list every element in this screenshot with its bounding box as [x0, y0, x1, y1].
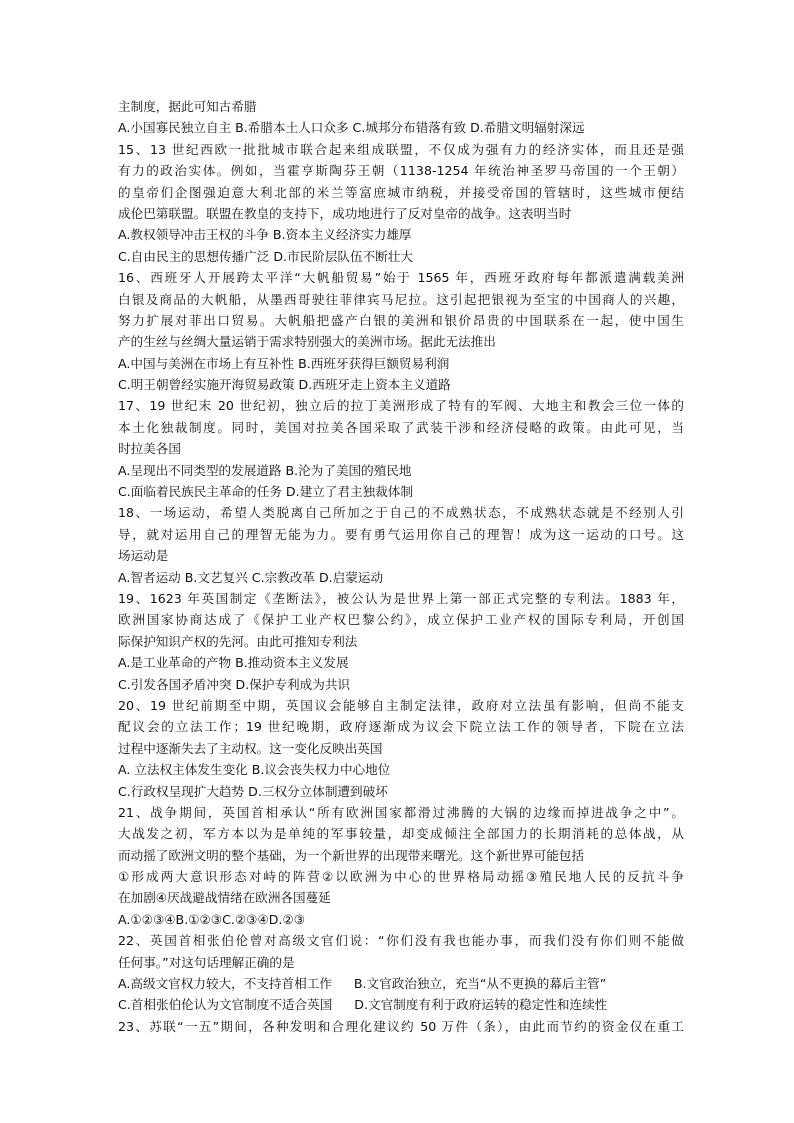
text-line: 有力的政治实体。例如，当霍亨斯陶芬王朝（1138-1254 年统治神圣罗马帝国的一个王朝）: [118, 163, 684, 179]
option-line: A.智者运动 B.文艺复兴 C.宗教改革 D.启蒙运动: [118, 569, 384, 585]
text-line: 配议会的立法工作；19 世纪晚期，政府逐渐成为议会下院立法工作的领导者，下院在立法: [118, 719, 684, 735]
text-line: 过程中逐渐失去了主动权。这一变化反映出英国: [118, 740, 383, 756]
option-line: [118, 994, 684, 1015]
text-line: 主制度，据此可知古希腊: [118, 99, 257, 114]
option-line: A.是工业革命的产物 B.推动资本主义发展: [118, 655, 349, 671]
text-line: 白银及商品的大帆船，从墨西哥驶往菲律宾马尼拉。这引起把银视为至宝的中国商人的兴趣，: [118, 291, 684, 307]
text-line: 产的生丝与丝绸大量运销于需求特别强大的美洲市场。据此无法推出: [118, 334, 496, 350]
option-line: A.教权领导冲击王权的斗争 B.资本主义经济实力雄厚: [118, 227, 412, 243]
text-line: 的皇帝们企图强迫意大利北部的米兰等富庶城市纳税，并接受帝国的管辖时，这些城市便结: [118, 184, 684, 200]
option-line: C.面临着民族民主革命的任务 D.建立了君主独裁体制: [118, 484, 413, 500]
text-line: 努力扩展对菲出口贸易。大帆船把盛产白银的美洲和银价昂贵的中国联系在一起，使中国生: [118, 312, 684, 328]
option-22-a: A.高级文官权力较大，不支持首相工作: [118, 976, 332, 992]
option-line: C.行政权呈现扩大趋势 D.三权分立体制遭到破坏: [118, 783, 388, 799]
option-line: C.引发各国矛盾冲突 D.保护专利成为共识: [118, 676, 351, 692]
text-line: 成伦巴第联盟。联盟在教皇的支持下，成功地进行了反对皇帝的战争。这表明当时: [118, 205, 572, 221]
option-line: A.①②③④B.①②③C.②③④D.②③: [118, 911, 306, 927]
text-line: 欧洲国家协商达成了《保护工业产权巴黎公约》，成立保护工业产权的国际专利局，开创国: [118, 612, 684, 628]
option-line: C.明王朝曾经实施开海贸易政策 D.西班牙走上资本主义道路: [118, 377, 451, 393]
option-line: A.中国与美洲在市场上有互补性 B.西班牙获得巨额贸易利润: [118, 355, 450, 371]
option-line: [118, 973, 684, 994]
text-line: ①形成两大意识形态对峙的阵营②以欧洲为中心的世界格局动摇③殖民地人民的反抗斗争: [118, 869, 684, 885]
text-line: 而动摇了欧洲文明的整个基础，为一个新世界的出现带来曙光。这个新世界可能包括: [118, 847, 584, 863]
text-line: 任何事。”对这句话理解正确的是: [118, 954, 295, 970]
text-line: 17、19 世纪末 20 世纪初，独立后的拉丁美洲形成了特有的军阀、大地主和教会三位一体的: [118, 398, 684, 414]
option-line: A.小国寡民独立自主 B.希腊本土人口众多 C.城邦分布错落有致 D.希腊文明辐射深远: [118, 120, 585, 136]
option-22-c: C.首相张伯伦认为文官制度不适合英国: [118, 997, 333, 1013]
text-line: 导，就对运用自己的理智无能为力。要有勇气运用你自己的理智！成为这一运动的口号。这: [118, 526, 684, 542]
text-line: 时拉美各国: [118, 441, 181, 457]
text-line: 21、战争期间，英国首相承认“所有欧洲国家都滑过沸腾的大锅的边缘而掉进战争之中”。: [118, 804, 684, 820]
option-line: A. 立法权主体发生变化 B.议会丧失权力中心地位: [118, 762, 391, 778]
text-line: 15、13 世纪西欧一批批城市联合起来组成联盟，不仅成为强有力的经济实体，而且还是强: [118, 141, 684, 157]
option-22-d: D.文官制度有利于政府运转的稳定性和连续性: [354, 997, 608, 1013]
text-line: 20、19 世纪前期至中期，英国议会能够自主制定法律，政府对立法虽有影响，但尚不能支: [118, 697, 684, 713]
text-line: 16、西班牙人开展跨太平洋“大帆船贸易”始于 1565 年，西班牙政府每年都派遣满载美洲: [118, 270, 684, 286]
question-text: [118, 96, 684, 1037]
text-line: 22、英国首相张伯伦曾对高级文官们说：“你们没有我也能办事，而我们没有你们则不能做: [118, 933, 684, 949]
option-22-b: B.文官政治独立，充当“从不更换的幕后主管”: [353, 976, 607, 992]
option-line: C.自由民主的思想传播广泛 D.市民阶层队伍不断壮大: [118, 248, 413, 264]
text-line: 大战发之初，军方本以为是单纯的军事较量，却变成倾注全部国力的长期消耗的总体战，从: [118, 826, 684, 842]
text-line: 19、1623 年英国制定《垄断法》，被公认为是世界上第一部正式完整的专利法。1883 年，: [118, 590, 684, 606]
text-line: 18、一场运动，希望人类脱离自己所加之于自己的不成熟状态，不成熟状态就是不经别人引: [118, 505, 684, 521]
text-line: 场运动是: [118, 548, 169, 564]
text-line: 本土化独裁制度。同时，美国对拉美各国采取了武装干涉和经济侵略的政策。由此可见，当: [118, 419, 684, 435]
text-line: 际保护知识产权的先河。由此可推知专利法: [118, 633, 358, 649]
option-line: A.呈现出不同类型的发展道路 B.沦为了美国的殖民地: [118, 462, 412, 478]
text-line: 23、苏联“一五”期间，各种发明和合理化建议约 50 万件（条），由此而节约的资金仅在重工: [118, 1018, 684, 1034]
text-line: 在加剧④厌战避战情绪在欧洲各国蔓延: [118, 890, 331, 906]
